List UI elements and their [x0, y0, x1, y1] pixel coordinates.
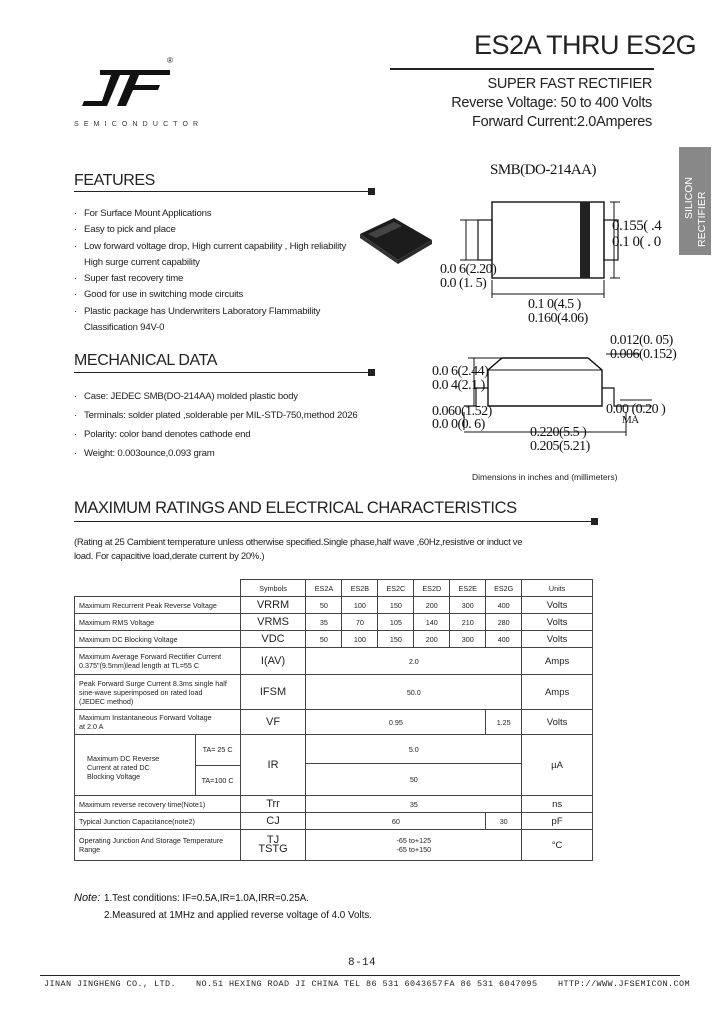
component-photo: [354, 216, 434, 271]
company-logo: [78, 68, 170, 110]
footer-web: HTTP://WWW.JFSEMICON.COM: [558, 979, 691, 989]
ratings-note-1: (Rating at 25 Cambient temperature unless otherwise specified.Single phase,half wave ,60Hz,resistive or induct ve: [74, 537, 523, 548]
dim-d16: 0.205(5.21): [530, 439, 590, 454]
features-heading: FEATURES: [74, 172, 155, 189]
footer-address: NO.51 HEXING ROAD JI CHINA: [196, 979, 340, 989]
dim-d1: 0.155( .4: [612, 218, 662, 234]
dim-d8: 0.006(0.152): [610, 347, 677, 362]
table-row: Maximum RMS Voltage VRMS 35 70 105 140 210 280 Volts: [75, 614, 593, 631]
side-tab-line1: SILICON: [683, 176, 695, 219]
registered-mark: ®: [167, 56, 173, 65]
dim-d11: 0.060(1.52): [432, 404, 492, 419]
title-rule: [390, 68, 654, 70]
dim-d12: 0.0 0(0. 6): [432, 417, 485, 432]
list-item: · Terminals: solder plated ,solderable per MIL-STD-750,method 2026: [74, 410, 358, 421]
side-tab-line2: RECTIFIER: [696, 191, 708, 247]
table-row: Operating Junction And Storage Temperature Range TJ TSTG -65 to+125 -65 to+150 °C: [75, 830, 593, 861]
package-label: SMB(DO-214AA): [490, 162, 596, 178]
list-item: High surge current capability: [84, 256, 200, 268]
table-row: Maximum reverse recovery time(Note1) Trr 35 ns: [75, 796, 593, 813]
notes-label: Note:: [74, 892, 101, 904]
features-rule: [74, 191, 374, 192]
dimension-note: Dimensions in inches and (millimeters): [472, 472, 618, 482]
table-row: Maximum DC Blocking Voltage VDC 50 100 150 200 300 400 Volts: [75, 631, 593, 648]
ratings-rule-end: [591, 518, 598, 525]
mechanical-rule: [74, 372, 374, 373]
ratings-rule: [74, 521, 598, 522]
ratings-note-2: load. For capacitive load,derate current by 20%.): [74, 551, 265, 562]
dim-d14: MA: [622, 414, 639, 426]
ratings-heading: MAXIMUM RATINGS AND ELECTRICAL CHARACTERISTICS: [74, 499, 517, 517]
note-1: 1.Test conditions: IF=0.5A,IR=1.0A,IRR=0.25A.: [104, 893, 310, 904]
logo-subtext: S E M I C O N D U C T O R: [74, 121, 200, 128]
forward-current: Forward Current:2.0Amperes: [472, 114, 652, 130]
dim-d5: 0.1 0(4.5 ): [528, 297, 581, 312]
table-row: Maximum DC Reverse Current at rated DC Blocking Voltage TA= 25 C TA=100 C IR 5.0 µA: [75, 735, 593, 764]
list-item: · Low forward voltage drop, High current capability , High reliability: [74, 240, 347, 252]
list-item: · Plastic package has Underwriters Laboratory Flammability: [74, 305, 321, 317]
list-item: · Easy to pick and place: [74, 224, 176, 236]
footer-company: JINAN JINGHENG CO., LTD.: [44, 979, 177, 989]
side-tab: [679, 147, 711, 255]
footer-fax: FA 86 531 6047095: [444, 979, 538, 989]
page-number: 8-14: [348, 957, 377, 969]
ratings-table: [74, 579, 593, 861]
dim-d2: 0.1 0( . 0: [612, 234, 661, 250]
mechanical-rule-end: [368, 369, 375, 376]
list-item: · Super fast recovery time: [74, 273, 184, 285]
list-item: · Case: JEDEC SMB(DO-214AA) molded plastic body: [74, 391, 298, 402]
table-row: 50: [75, 764, 593, 796]
table-row: Peak Forward Surge Current 8.3ms single half sine-wave superimposed on rated load (JEDEC method) IFSM 50.0 Amps: [75, 675, 593, 710]
dim-d13: 0.00 (0.20 ): [606, 402, 666, 417]
footer-rule: [40, 975, 680, 976]
logo-mark: [78, 68, 170, 110]
list-item: · Polarity: color band denotes cathode end: [74, 429, 251, 440]
dim-d15: 0.220(5.5 ): [530, 425, 587, 440]
dim-d9: 0.0 6(2.44): [432, 364, 489, 379]
dim-d7: 0.012(0. 05): [610, 333, 673, 348]
list-item: · For Surface Mount Applications: [74, 208, 212, 219]
table-row: Maximum Instantaneous Forward Voltage at 2.0 A VF 0.95 1.25 Volts: [75, 710, 593, 735]
dim-d10: 0.0 4(2.1 ): [432, 378, 485, 393]
table-row: Maximum Average Forward Rectifier Current 0.375"(9.5mm)lead length at TL=55 C I(AV) 2.0 Amps: [75, 648, 593, 675]
note-2: 2.Measured at 1MHz and applied reverse voltage of 4.0 Volts.: [104, 910, 372, 921]
mechanical-list: [74, 387, 358, 463]
footer-tel: TEL 86 531 6043657: [344, 979, 444, 989]
dim-d3: 0.0 6(2.20): [440, 262, 497, 277]
list-item: · Weight: 0.003ounce,0.093 gram: [74, 448, 215, 459]
list-item: · Good for use in switching mode circuits: [74, 289, 244, 301]
document-title: ES2A THRU ES2G: [474, 30, 697, 60]
list-item: Classification 94V-0: [84, 322, 165, 334]
features-rule-end: [368, 188, 375, 195]
table-header-row: Symbols ES2A ES2B ES2C ES2D ES2E ES2G Units: [75, 580, 593, 597]
product-subtitle: SUPER FAST RECTIFIER: [487, 76, 652, 92]
features-list: [74, 206, 346, 336]
table-row: Typical Junction Capacitance(note2) CJ 60 30 pF: [75, 813, 593, 830]
reverse-voltage: Reverse Voltage: 50 to 400 Volts: [451, 95, 652, 111]
dim-d4: 0.0 (1. 5): [440, 276, 487, 291]
dim-d6: 0.160(4.06): [528, 311, 588, 326]
mechanical-heading: MECHANICAL DATA: [74, 352, 218, 369]
table-row: Maximum Recurrent Peak Reverse Voltage VRRM 50 100 150 200 300 400 Volts: [75, 597, 593, 614]
